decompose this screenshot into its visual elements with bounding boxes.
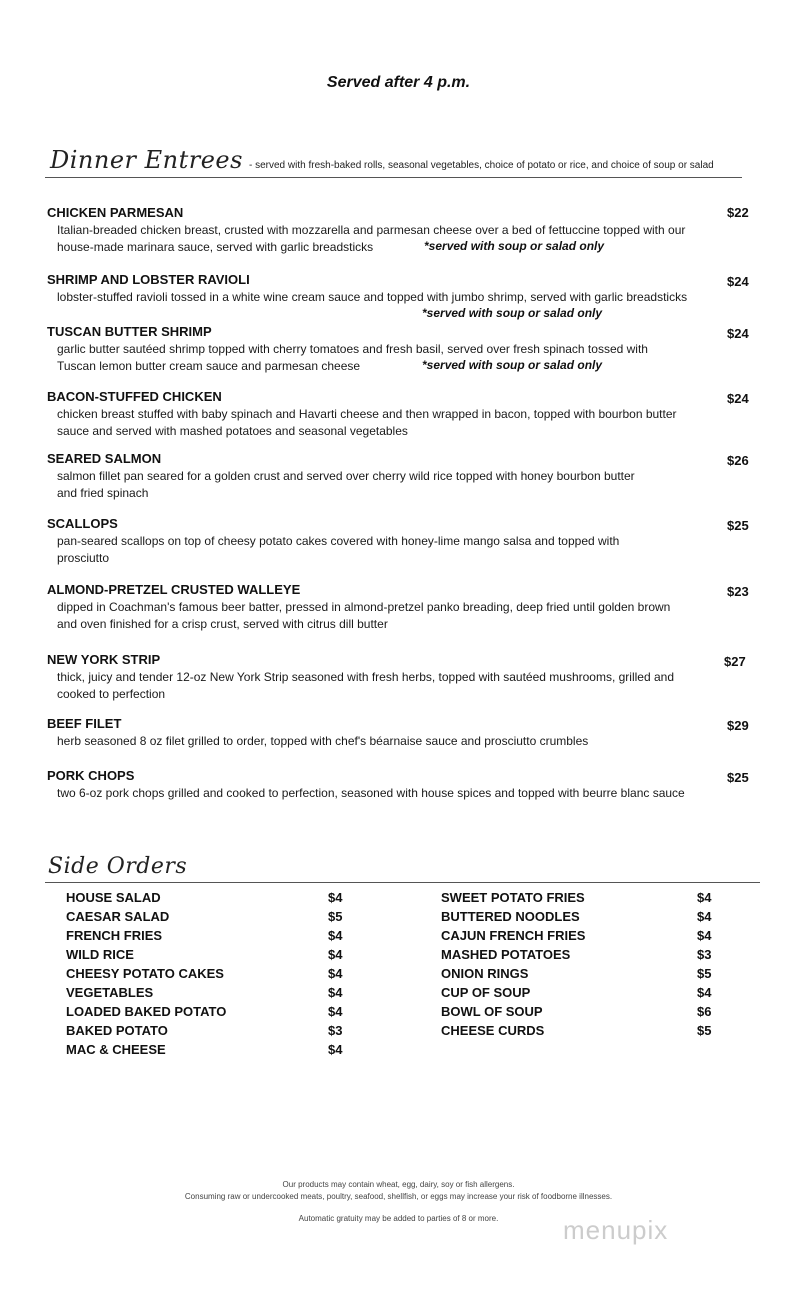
side-item-price: $4 — [697, 890, 712, 905]
side-item-price: $6 — [697, 1004, 712, 1019]
soup-salad-note: *served with soup or salad only — [422, 306, 603, 320]
entree-name: PORK CHOPS — [47, 768, 135, 783]
entree-description: Italian-breaded chicken breast, crusted with mozzarella and parmesan cheese over a bed of fettuccine topped with our — [57, 223, 686, 237]
entree-price: $27 — [724, 654, 746, 669]
side-item-price: $4 — [697, 909, 712, 924]
entree-name: BEEF FILET — [47, 716, 122, 731]
entree-description: herb seasoned 8 oz filet grilled to order, topped with chef's béarnaise sauce and prosciutto crumbles — [57, 734, 589, 748]
side-item-name: MASHED POTATOES — [441, 947, 571, 962]
entree-description: and fried spinach — [57, 486, 149, 500]
dinner-divider — [45, 177, 742, 178]
side-item-name: HOUSE SALAD — [66, 890, 161, 905]
entree-description: lobster-stuffed ravioli tossed in a white wine cream sauce and topped with jumbo shrimp, served with garlic breadsticks — [57, 290, 688, 304]
watermark-logo: menupix — [563, 1215, 669, 1245]
entree-description: salmon fillet pan seared for a golden crust and served over cherry wild rice topped with honey bourbon butter — [57, 469, 635, 483]
entree-name: TUSCAN BUTTER SHRIMP — [47, 324, 212, 339]
entree-name: NEW YORK STRIP — [47, 652, 161, 667]
dinner-entrees-title: Dinner Entrees — [50, 146, 243, 174]
entree-description: and oven finished for a crisp crust, served with citrus dill butter — [57, 617, 388, 631]
side-item-price: $4 — [697, 985, 712, 1000]
side-orders-title: Side Orders — [48, 854, 188, 879]
entree-description: chicken breast stuffed with baby spinach and Havarti cheese and then wrapped in bacon, topped with bourbon butter — [57, 407, 677, 421]
served-after-heading: Served after 4 p.m. — [326, 74, 471, 91]
entree-description: sauce and served with mashed potatoes and seasonal vegetables — [57, 424, 408, 438]
side-item-name: BOWL OF SOUP — [441, 1004, 543, 1019]
soup-salad-note: *served with soup or salad only — [422, 358, 603, 372]
side-item-price: $4 — [328, 1042, 343, 1057]
entree-price: $22 — [727, 205, 749, 220]
allergen-notice: Our products may contain wheat, egg, dairy, soy or fish allergens. — [282, 1180, 515, 1189]
gratuity-notice: Automatic gratuity may be added to parties of 8 or more. — [298, 1214, 499, 1223]
entree-price: $26 — [727, 453, 749, 468]
entree-price: $23 — [727, 584, 749, 599]
side-item-name: CAESAR SALAD — [66, 909, 170, 924]
side-item-name: LOADED BAKED POTATO — [66, 1004, 227, 1019]
entree-description: thick, juicy and tender 12-oz New York Strip seasoned with fresh herbs, topped with sautéed mushrooms, grilled and — [57, 670, 675, 684]
side-item-name: SWEET POTATO FRIES — [441, 890, 585, 905]
sides-divider — [45, 882, 760, 883]
entree-name: SEARED SALMON — [47, 451, 162, 466]
side-item-price: $4 — [328, 1004, 343, 1019]
entree-name: BACON-STUFFED CHICKEN — [47, 389, 222, 404]
side-item-name: CAJUN FRENCH FRIES — [441, 928, 586, 943]
entree-description: dipped in Coachman's famous beer batter, pressed in almond-pretzel panko breading, deep fried until golden brown — [57, 600, 671, 614]
side-item-name: ONION RINGS — [441, 966, 529, 981]
side-item-name: CUP OF SOUP — [441, 985, 531, 1000]
entree-description: garlic butter sautéed shrimp topped with cherry tomatoes and fresh basil, served over fresh spinach tossed with — [57, 342, 648, 356]
side-item-price: $4 — [697, 928, 712, 943]
raw-food-warning: Consuming raw or undercooked meats, poultry, seafood, shellfish, or eggs may increase your risk of foodborne illnesses. — [184, 1192, 613, 1201]
entree-name: CHICKEN PARMESAN — [47, 205, 184, 220]
dinner-entrees-subtitle: - served with fresh-baked rolls, seasonal vegetables, choice of potato or rice, and choice of soup or salad — [249, 160, 714, 171]
side-item-price: $5 — [697, 966, 712, 981]
entree-price: $25 — [727, 518, 749, 533]
side-item-name: CHEESE CURDS — [441, 1023, 545, 1038]
entree-price: $29 — [727, 718, 749, 733]
side-item-price: $4 — [328, 985, 343, 1000]
side-item-price: $4 — [328, 966, 343, 981]
side-item-price: $3 — [328, 1023, 343, 1038]
side-item-name: BAKED POTATO — [66, 1023, 168, 1038]
side-item-price: $4 — [328, 890, 343, 905]
side-item-price: $5 — [328, 909, 343, 924]
side-item-name: VEGETABLES — [66, 985, 154, 1000]
entree-description: pan-seared scallops on top of cheesy potato cakes covered with honey-lime mango salsa and topped with — [57, 534, 620, 548]
side-item-price: $4 — [328, 928, 343, 943]
entree-name: ALMOND-PRETZEL CRUSTED WALLEYE — [47, 582, 301, 597]
side-item-name: WILD RICE — [66, 947, 134, 962]
entree-description: prosciutto — [57, 551, 110, 565]
entree-price: $24 — [727, 391, 749, 406]
side-item-price: $5 — [697, 1023, 712, 1038]
side-item-name: BUTTERED NOODLES — [441, 909, 580, 924]
soup-salad-note: *served with soup or salad only — [424, 239, 605, 253]
entree-name: SHRIMP AND LOBSTER RAVIOLI — [47, 272, 250, 287]
side-item-name: MAC & CHEESE — [66, 1042, 166, 1057]
side-item-price: $4 — [328, 947, 343, 962]
entree-description: Tuscan lemon butter cream sauce and parmesan cheese — [57, 359, 361, 373]
entree-price: $25 — [727, 770, 749, 785]
entree-description: house-made marinara sauce, served with garlic breadsticks — [57, 240, 374, 254]
entree-description: cooked to perfection — [57, 687, 166, 701]
side-item-price: $3 — [697, 947, 712, 962]
entree-name: SCALLOPS — [47, 516, 118, 531]
entree-price: $24 — [727, 274, 749, 289]
entree-price: $24 — [727, 326, 749, 341]
side-item-name: FRENCH FRIES — [66, 928, 163, 943]
entree-description: two 6-oz pork chops grilled and cooked to perfection, seasoned with house spices and topped with beurre blanc sauce — [57, 786, 685, 800]
side-item-name: CHEESY POTATO CAKES — [66, 966, 224, 981]
